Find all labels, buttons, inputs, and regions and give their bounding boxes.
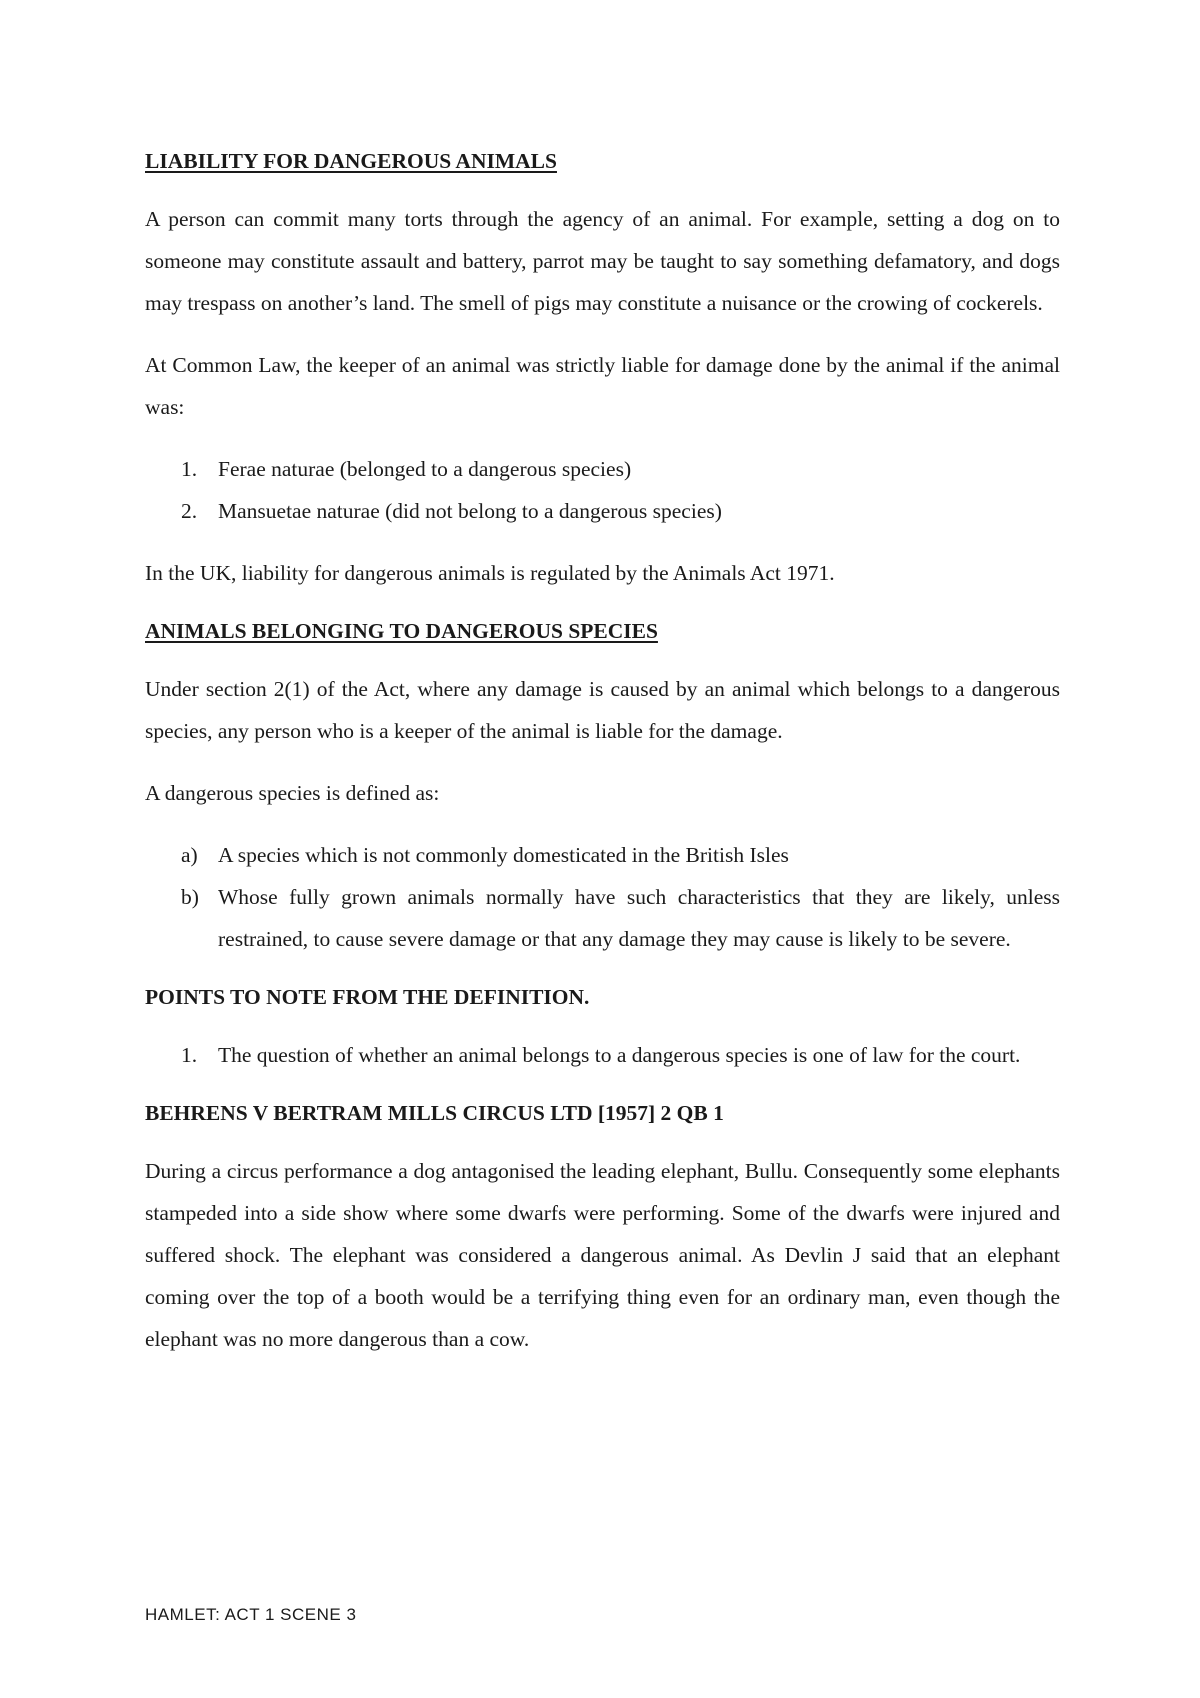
paragraph-definition-intro: A dangerous species is defined as: <box>145 781 440 805</box>
list-item-text: Mansuetae naturae (did not belong to a dangerous species) <box>218 499 722 523</box>
list-marker: a) <box>181 843 198 867</box>
list-animal-classes <box>145 448 1060 532</box>
list-item <box>145 1034 1060 1076</box>
paragraph-common-law: At Common Law, the keeper of an animal was strictly liable for damage done by the animal if the animal was: <box>145 353 1060 419</box>
list-definition <box>145 834 1060 960</box>
heading-points-to-note: POINTS TO NOTE FROM THE DEFINITION. <box>145 985 590 1009</box>
paragraph-case-facts: During a circus performance a dog antagonised the leading elephant, Bullu. Consequently some elephants stampeded into a side show where some dwarfs were performing. Some of the dwarfs were injured and suffered shock. The elephant was considered a dangerous animal. As Devlin J said that an elephant coming over the top of a booth would be a terrifying thing even for an ordinary man, even though the elephant was no more dangerous than a cow. <box>145 1159 1060 1351</box>
paragraph-animals-act: In the UK, liability for dangerous animals is regulated by the Animals Act 1971. <box>145 561 835 585</box>
heading-case-behrens: BEHRENS V BERTRAM MILLS CIRCUS LTD [1957] 2 QB 1 <box>145 1101 724 1125</box>
list-item-text: A species which is not commonly domesticated in the British Isles <box>218 843 789 867</box>
list-marker: 1. <box>181 457 198 481</box>
paragraph-intro: A person can commit many torts through the agency of an animal. For example, setting a dog on to someone may constitute assault and battery, parrot may be taught to say something defamatory, and dogs may trespass on another’s land. The smell of pigs may constitute a nuisance or the crowing of cockerels. <box>145 207 1060 315</box>
list-points <box>145 1034 1060 1076</box>
paragraph-section-2-1: Under section 2(1) of the Act, where any damage is caused by an animal which belongs to a dangerous species, any person who is a keeper of the animal is liable for the damage. <box>145 677 1060 743</box>
heading-liability: LIABILITY FOR DANGEROUS ANIMALS <box>145 149 557 173</box>
list-item-text: Ferae naturae (belonged to a dangerous species) <box>218 457 632 481</box>
list-item-text: Whose fully grown animals normally have such characteristics that they are likely, unless restrained, to cause severe damage or that any damage they may cause is likely to be severe. <box>218 885 1060 951</box>
list-marker: 1. <box>181 1043 198 1067</box>
list-marker: 2. <box>181 499 198 523</box>
list-item <box>145 876 1060 960</box>
list-item <box>145 448 1060 490</box>
list-item <box>145 490 1060 532</box>
list-item <box>145 834 1060 876</box>
document-body <box>145 144 1060 1380</box>
heading-dangerous-species: ANIMALS BELONGING TO DANGEROUS SPECIES <box>145 619 658 643</box>
page-footer: HAMLET: ACT 1 SCENE 3 <box>145 1605 357 1624</box>
list-item-text: The question of whether an animal belongs to a dangerous species is one of law for the court. <box>218 1043 1021 1067</box>
list-marker: b) <box>181 885 199 909</box>
